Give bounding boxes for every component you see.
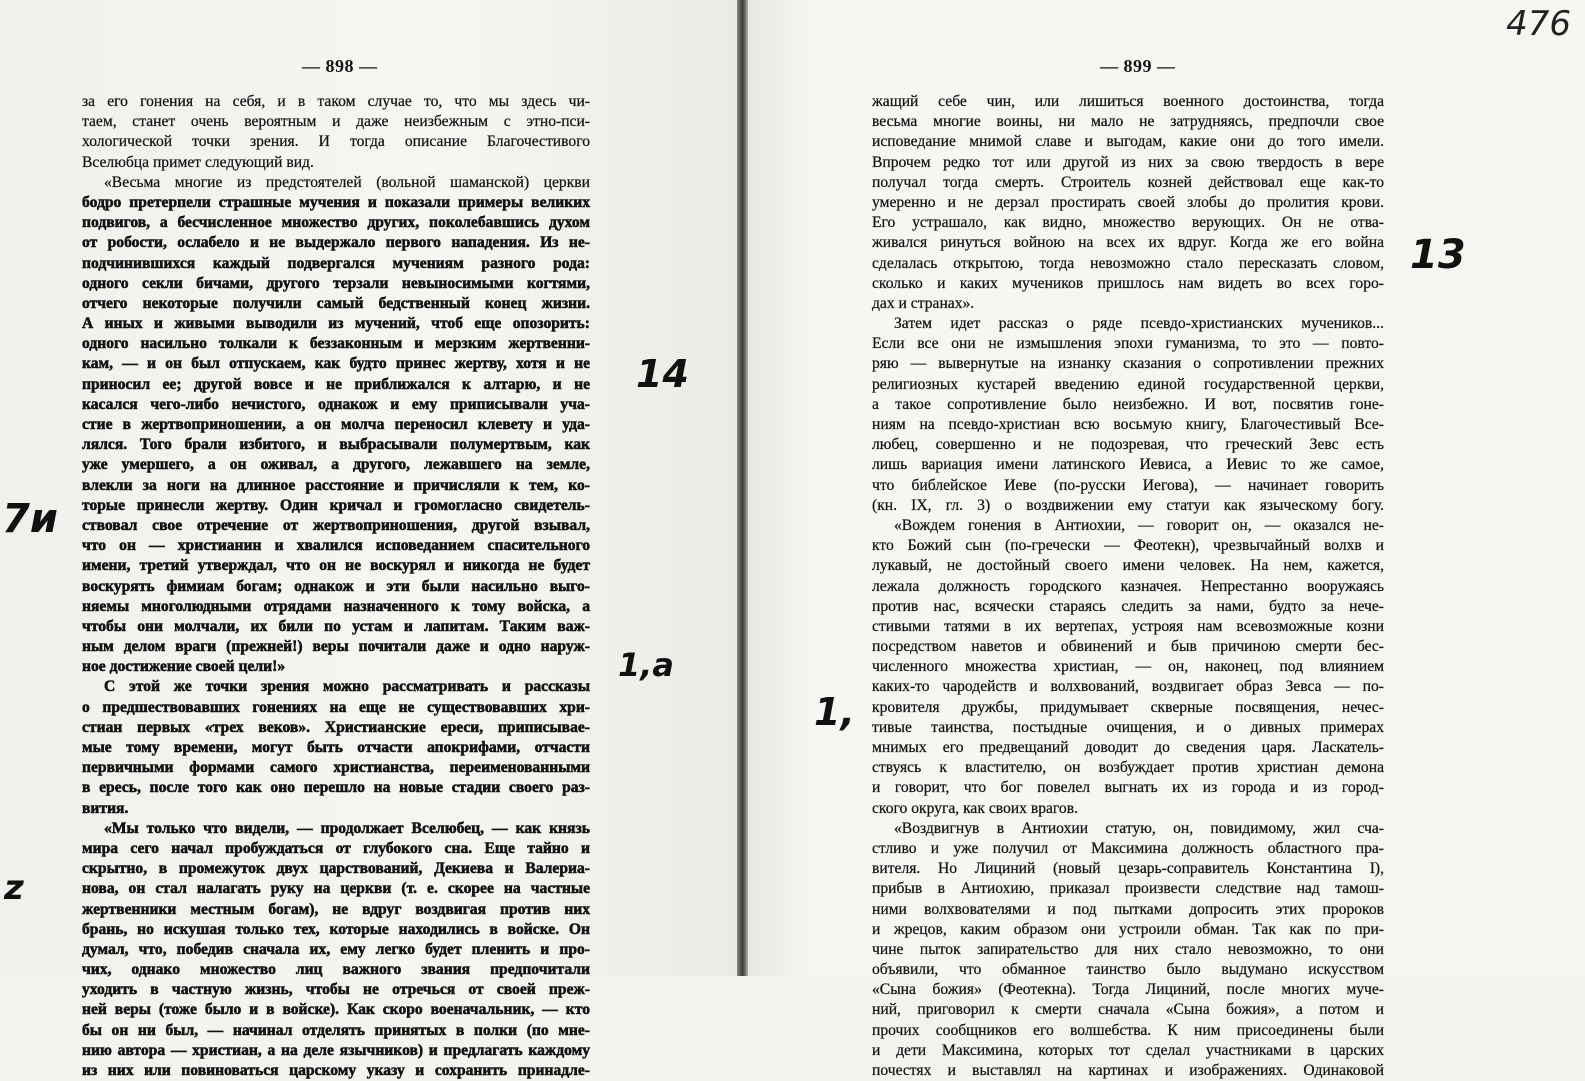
text-line: кто Божий сын (по-гречески — Феотекн), чрезвычайный волхв и bbox=[872, 537, 1384, 555]
text-line: «Воздвигнув в Антиохии статую, он, повидимому, жил сча- bbox=[894, 819, 1384, 837]
text-line: уходить в частную жизнь, чтобы не отречься от своей преж- bbox=[82, 981, 590, 999]
text-line: стивыми татями в их вертепах, устрояя нам всевозможные козни bbox=[872, 617, 1384, 635]
text-line: религиозных кустарей введению единой государственной церкви, bbox=[872, 375, 1384, 393]
text-line: кам, — и он был отпускаем, как будто принес жертву, хотя и не bbox=[82, 355, 590, 373]
text-line: от робости, ослабело и не выдержало первого нападения. Из не- bbox=[82, 234, 590, 252]
text-line: кровителя дружбы, придумывает скверные посвящения, нечес- bbox=[872, 698, 1384, 716]
right-page bbox=[748, 0, 1585, 1079]
left-text-block bbox=[82, 92, 590, 1081]
text-line: «Весьма многие из предстоятелей (вольной шаманской) церкви bbox=[104, 173, 590, 191]
text-line: брань, но искушая только тех, которые находились в войске. Он bbox=[82, 920, 590, 938]
handwritten-margin-note: 1, bbox=[814, 690, 855, 734]
text-line: жащий себе чин, или лишиться военного достоинства, тогда bbox=[872, 93, 1384, 110]
handwritten-margin-note: 1,а bbox=[618, 646, 675, 684]
text-line: сделалась открытою, тогда невозможно стало пересказать словом, bbox=[872, 254, 1384, 272]
left-page bbox=[0, 0, 738, 1079]
text-line: одного насильно толкали к беззаконным и мерзким жертвенни- bbox=[82, 335, 590, 353]
page-number: — 899 — bbox=[1100, 56, 1176, 76]
text-line: стие в жертвоприношении, а он молча переносил клевету и уда- bbox=[82, 416, 590, 433]
text-line: лежала должность городского казначея. Непрестанно вооружаясь bbox=[872, 577, 1384, 595]
text-line: касался чего-либо нечистого, однакож и ему приписывали уча- bbox=[82, 395, 590, 413]
text-line: что он — христианин и хвалился исповеданием спасительного bbox=[82, 537, 590, 555]
text-line: прибыв в Антиохию, приказал произвести следствие над тамош- bbox=[872, 880, 1384, 898]
text-line: получал тогда смерть. Строитель козней действовал еще как-то bbox=[872, 173, 1384, 191]
text-line: уже умершего, а он оживал, а другого, лежавшего на земле, bbox=[82, 456, 590, 474]
text-line: живался ринуться войною на всех их вдруг. Когда же его война bbox=[872, 234, 1384, 252]
text-line: подчинившихся каждый подвергался мучениям разного рода: bbox=[82, 254, 590, 272]
text-line: влекли за ноги на длинное расстояние и причисляли к тем, ко- bbox=[82, 476, 590, 494]
text-line: ряю — вывернутые на изнанку сказания о сопротивлении прежних bbox=[872, 355, 1384, 373]
text-line: приносил ее; другой вовсе и не приближался к алтарю, и не bbox=[82, 375, 590, 393]
text-line: лишь вариация имени латинского Иевиса, а Иевис то же самое, bbox=[872, 456, 1384, 474]
text-line: ствовал свое отречение от жертвоприношения, другой взывал, bbox=[82, 516, 590, 534]
text-line: из них или повиноваться царскому указу и сохранить принадле- bbox=[82, 1062, 590, 1079]
text-line: Если все они не измышления эпохи гуманизма, то это — повто- bbox=[872, 335, 1384, 353]
text-line: ней веры (тоже было и в войске). Как скоро военачальник, — кто bbox=[82, 1001, 590, 1019]
text-line: а такое сопротивление было неизбежно. И вот, посвятив гоне- bbox=[872, 395, 1384, 413]
text-line: (кн. IX, гл. 3) о воздвижении ему статуи как языческому богу. bbox=[872, 496, 1384, 514]
text-line: ным делом враги (прежней!) веры почитали даже и одно наруж- bbox=[82, 638, 590, 656]
text-line: посредством наветов и обвинений и быв причиною смерти бес- bbox=[872, 638, 1384, 656]
text-line: няемы многолюдными отрядами назначенного к тому войска, а bbox=[82, 597, 590, 615]
text-line: А иных и живыми выводили из мучений, чтоб еще опозорить: bbox=[82, 315, 590, 333]
text-line: ними волхвователями и под пытками допросить этих пророков bbox=[872, 900, 1384, 918]
text-line: чих, однако множество лиц важного звания предпочитали bbox=[82, 961, 590, 979]
text-line: ниям на псевдо-христиан всю восьмую книгу, Благочестивый Все- bbox=[872, 416, 1384, 433]
text-line: чине пыток запирательство для них стало невозможно, то они bbox=[872, 940, 1384, 958]
text-line: одного секли бичами, другого терзали невыносимыми когтями, bbox=[82, 274, 590, 292]
text-line: стиан первых «трех веков». Христианские ереси, приписывае- bbox=[82, 718, 590, 736]
text-line: жертвенники местным богам), не вдруг воздвигая против них bbox=[82, 900, 590, 918]
text-line: численного множества христиан, — он, наконец, под влиянием bbox=[872, 658, 1384, 676]
text-line: о предшествовавших гонениях на еще не существовавших хри- bbox=[82, 698, 590, 716]
text-line: воскурять фимиам богам; однакож и эти были насильно выго- bbox=[82, 577, 590, 595]
text-line: и говорит, что бог повелел выгнать их из города и из город- bbox=[872, 779, 1384, 797]
text-line: весьма многие воины, ни мало не затрудняясь, предпочли свое bbox=[872, 113, 1384, 131]
text-line: ное достижение своей цели!» bbox=[82, 658, 286, 676]
text-line: «Сына божия» (Феотекна). Тогда Лициний, после многих муче- bbox=[872, 981, 1384, 999]
handwritten-margin-note: 13 bbox=[1410, 232, 1466, 278]
text-line: «Вождем гонения в Антиохии, — говорит он, — оказался не- bbox=[894, 516, 1384, 534]
text-line: торые принесли жертву. Один кричал и громогласно свидетель- bbox=[82, 496, 590, 514]
text-line: вителя. Но Лициний (новый цезарь-соправитель Константина I), bbox=[872, 860, 1384, 878]
text-line: лялся. Того брали избитого, и выбрасывали полумертвым, как bbox=[82, 436, 590, 454]
text-line: таем, станет очень вероятным и даже неизбежным с этно-пси- bbox=[82, 113, 590, 131]
text-line: ний, приговорил к смерти сначала «Сына божия», а потом и bbox=[872, 1001, 1384, 1019]
text-line: Затем идет рассказ о ряде псевдо-христианских мучеников... bbox=[894, 315, 1384, 333]
text-line: прочих сообщников его волшебства. К ним присоединены были bbox=[872, 1021, 1384, 1039]
text-line: первичными формами самого христианства, переименованными bbox=[82, 759, 590, 777]
text-line: Его устрашало, как видно, множество верующих. Он не отва- bbox=[872, 214, 1384, 232]
text-line: объявили, что обманное таинство было выдумано искусством bbox=[872, 961, 1384, 979]
text-line: и дети Максимина, которых тот сделал участниками в царских bbox=[872, 1041, 1384, 1059]
text-line: вития. bbox=[82, 799, 129, 817]
text-line: дах и странах». bbox=[872, 294, 975, 312]
right-text-block bbox=[872, 92, 1384, 1081]
text-line: хологической точки зрения. И тогда описание Благочестивого bbox=[82, 133, 590, 151]
text-line: каких-то чародейств и волхвований, воздвигает образ Зевса — по- bbox=[872, 678, 1384, 696]
text-line: ского округа, как своих врагов. bbox=[872, 799, 1078, 817]
text-line: в ересь, после того как оно перешло на новые стадии своего раз- bbox=[82, 779, 590, 797]
text-line: думал, что, победив сначала их, ему легко будет пленить и про- bbox=[82, 940, 590, 958]
text-line: что библейское Иеве (по-русски Иегова), — начинает говорить bbox=[872, 476, 1384, 494]
handwritten-folio-number: 476 bbox=[1506, 4, 1571, 44]
text-line: скрытно, в промежуток двух царствований, Декиева и Валериа- bbox=[82, 860, 590, 878]
text-line: Вселюбца примет следующий вид. bbox=[82, 153, 314, 171]
text-line: ствуясь к властителю, он возбуждает против христиан демона bbox=[872, 759, 1384, 777]
text-line: исповедание мнимой славе и выгодам, какие они до того имели. bbox=[872, 133, 1384, 151]
text-line: нию автора — христиан, а на деле язычников) и предлагать каждому bbox=[82, 1041, 590, 1059]
text-line: и жрецов, каким образом они устроили обман. Так как по при- bbox=[872, 920, 1384, 938]
text-line: мые тому времени, могут быть отчасти апокрифами, отчасти bbox=[82, 739, 590, 756]
text-line: имени, третий утверждал, что он не воскурял и никогда не будет bbox=[82, 557, 590, 575]
text-line: отчего некоторые получили самый бедственный конец жизни. bbox=[82, 294, 590, 312]
text-line: стливо и уже получил от Максимина должность областного пра- bbox=[872, 839, 1384, 857]
text-line: бы он ни был, — начинал отделять принятых в полки (по мне- bbox=[82, 1021, 590, 1039]
text-line: «Мы только что видели, — продолжает Вселюбец, — как князь bbox=[104, 819, 590, 837]
text-line: чтобы они молчали, их били по устам и лапитам. Таким важ- bbox=[82, 617, 590, 635]
text-line: тивые таинства, постыдные очищения, и о дивных примерах bbox=[872, 718, 1384, 736]
text-line: против нас, всячески стараясь следить за нами, будто за нече- bbox=[872, 597, 1384, 615]
text-line: мира сего начал пробуждаться от глубокого сна. Еще тайно и bbox=[82, 839, 590, 857]
text-line: мнимых его предвещаний доводит до сведения царя. Ласкатель- bbox=[872, 739, 1384, 756]
text-line: лукавый, не достойный своего имени человек. На нем, кажется, bbox=[872, 557, 1384, 575]
handwritten-margin-note: 14 bbox=[636, 352, 689, 396]
text-line: любец, совершенно и не подозревая, что греческий Зевс есть bbox=[872, 436, 1384, 454]
text-line: С этой же точки зрения можно рассматривать и рассказы bbox=[104, 678, 590, 696]
text-line: нова, он стал налагать руку на церкви (т. е. скорее на частные bbox=[82, 880, 590, 898]
handwritten-margin-note: z bbox=[4, 868, 24, 908]
text-line: сколько и каких мучеников пришлось нам видеть во всех горо- bbox=[872, 274, 1384, 292]
text-line: за его гонения на себя, и в таком случае то, что мы здесь чи- bbox=[82, 93, 590, 110]
text-line: почестях и выставлял на картинах и изображениях. Одинаковой bbox=[872, 1062, 1384, 1079]
page-number: — 898 — bbox=[302, 56, 378, 76]
text-line: подвигов, а бесчисленное множество других, поколебавшись духом bbox=[82, 214, 590, 232]
text-line: бодро претерпели страшные мучения и показали примеры великих bbox=[82, 193, 590, 211]
handwritten-margin-note: 7и bbox=[2, 496, 58, 542]
text-line: умеренно и не дерзал простирать своей злобы до пролития крови. bbox=[872, 193, 1384, 211]
text-line: Впрочем редко тот или другой из них за свою твердость в вере bbox=[872, 153, 1384, 171]
